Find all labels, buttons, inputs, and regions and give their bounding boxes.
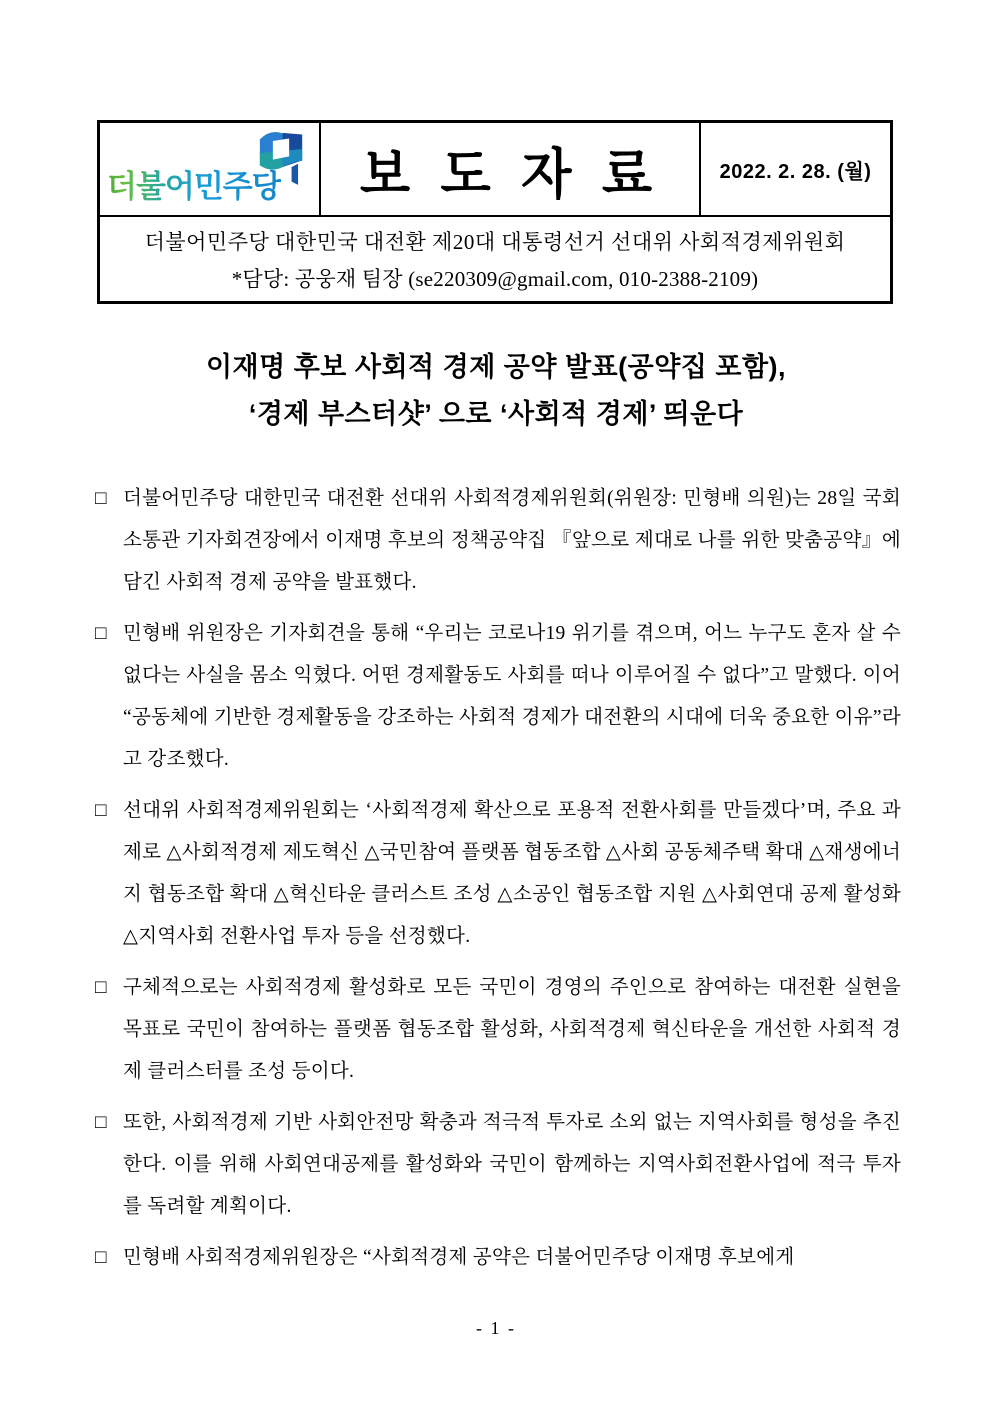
square-bullet-icon: □ xyxy=(95,977,107,998)
document-title xyxy=(0,344,992,438)
document-title-line1: 이재명 후보 사회적 경제 공약 발표(공약집 포함), xyxy=(205,352,787,382)
paragraph-text: 또한, 사회적경제 기반 사회안전망 확충과 적극적 투자로 소외 없는 지역사회를 형성을 추진한다. 이를 위해 사회연대공제를 활성화와 국민이 함께하는 지역사회전환사업에 적극 투자를 독려할 계획이다. xyxy=(123,1112,901,1217)
square-bullet-icon: □ xyxy=(95,1247,107,1268)
body-paragraph-2 xyxy=(95,613,901,781)
header-row-top xyxy=(100,123,890,217)
party-logo-wordmark: 더불어민주당 xyxy=(107,161,281,206)
date-cell xyxy=(701,123,890,215)
party-logo-cell xyxy=(100,123,321,215)
body-paragraph-1 xyxy=(95,478,901,604)
contact-info: *담당: 공웅재 팀장 (se220309@gmail.com, 010-2388-2109) xyxy=(231,266,759,291)
square-bullet-icon: □ xyxy=(95,800,107,821)
doc-type-cell xyxy=(321,123,701,215)
header-table xyxy=(97,120,893,304)
committee-name: 더불어민주당 대한민국 대전환 제20대 대통령선거 선대위 사회적경제위원회 xyxy=(144,229,846,254)
paragraph-text: 민형배 위원장은 기자회견을 통해 “우리는 코로나19 위기를 겪으며, 어느 누구도 혼자 살 수 없다는 사실을 몸소 익혔다. 어떤 경제활동도 사회를 떠나 이루어질 수 없다”고 말했다. 이어 “공동체에 기반한 경제활동을 강조하는 사회적 경제가 대전환의 시대에 더욱 중요한 이유”라고 강조했다. xyxy=(123,623,901,770)
header-row-bottom xyxy=(100,217,890,301)
doc-type-title: 보 도 자 료 xyxy=(359,144,661,206)
body-paragraph-5 xyxy=(95,1102,901,1228)
square-bullet-icon: □ xyxy=(95,1112,107,1133)
body-paragraph-6 xyxy=(95,1237,901,1279)
paragraph-text: 더불어민주당 대한민국 대전환 선대위 사회적경제위원회(위원장: 민형배 의원)는 28일 국회 소통관 기자회견장에서 이재명 후보의 정책공약집 『앞으로 제대로 나를 위한 맞춤공약』에 담긴 사회적 경제 공약을 발표했다. xyxy=(123,488,901,593)
paragraph-text: 선대위 사회적경제위원회는 ‘사회적경제 확산으로 포용적 전환사회를 만들겠다’며, 주요 과제로 △사회적경제 제도혁신 △국민참여 플랫폼 협동조합 △사회 공동체주택 확대 △재생에너지 협동조합 확대 △혁신타운 클러스트 조성 △소공인 협동조합 지원 △사회연대 공제 활성화 △지역사회 전환사업 투자 등을 선정했다. xyxy=(123,800,901,947)
body-paragraph-3 xyxy=(95,790,901,958)
body-paragraph-4 xyxy=(95,967,901,1093)
page-number: - 1 - xyxy=(476,1318,516,1338)
paragraph-text: 민형배 사회적경제위원장은 “사회적경제 공약은 더불어민주당 이재명 후보에게 xyxy=(123,1247,795,1268)
square-bullet-icon: □ xyxy=(95,623,107,644)
release-date: 2022. 2. 28. (월) xyxy=(719,160,872,183)
document-title-line2: ‘경제 부스터샷’ 으로 ‘사회적 경제’ 띄운다 xyxy=(248,399,744,429)
paragraph-text: 구체적으로는 사회적경제 활성화로 모든 국민이 경영의 주인으로 참여하는 대전환 실현을 목표로 국민이 참여하는 플랫폼 협동조합 활성화, 사회적경제 혁신타운을 개선한 사회적 경제 클러스터를 조성 등이다. xyxy=(123,977,901,1082)
document-body xyxy=(95,478,901,1288)
square-bullet-icon: □ xyxy=(95,488,107,509)
